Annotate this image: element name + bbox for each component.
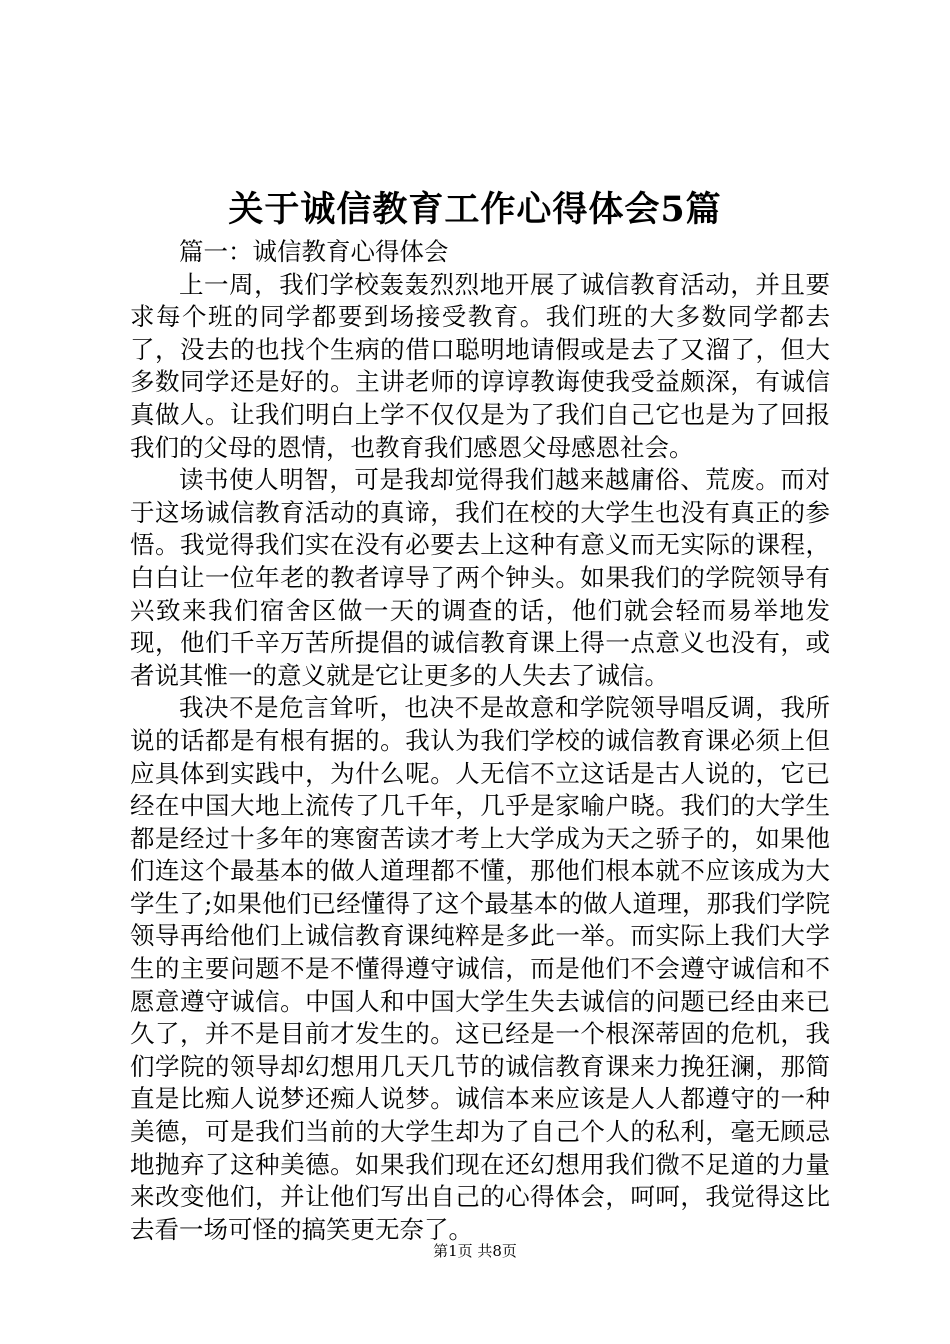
document-title: 关于诚信教育工作心得体会5篇 — [228, 189, 722, 230]
body-paragraph-2: 读书使人明智，可是我却觉得我们越来越庸俗、荒废。而对于这场诚信教育活动的真谛，我们在校的大学生也没有真正的参悟。我觉得我们实在没有必要去上这种有意义而无实际的课程，白白让一位年老的教者谆导了两个钟头。如果我们的学院领导有兴致来我们宿舍区做一天的调查的话，他们就会轻而易举地发现，他们千辛万苦所提倡的诚信教育课上得一点意义也没有，或者说其惟一的意义就是它让更多的人失去了诚信。 — [130, 465, 830, 690]
body-paragraph-3: 我决不是危言耸听，也决不是故意和学院领导唱反调，我所说的话都是有根有据的。我认为我们学校的诚信教育课必须上但应具体到实践中，为什么呢。人无信不立这话是古人说的，它已经在中国大地上流传了几千年，几乎是家喻户晓。我们的大学生都是经过十多年的寒窗苦读才考上大学成为天之骄子的，如果他们连这个最基本的做人道理都不懂，那他们根本就不应该成为大学生了;如果他们已经懂得了这个最基本的做人道理，那我们学院领导再给他们上诚信教育课纯粹是多此一举。而实际上我们大学生的主要问题不是不懂得遵守诚信，而是他们不会遵守诚信和不愿意遵守诚信。中国人和中国大学生失去诚信的问题已经由来已久了，并不是目前才发生的。这已经是一个根深蒂固的危机，我们学院的领导却幻想用几天几节的诚信教育课来力挽狂澜，那简直是比痴人说梦还痴人说梦。诚信本来应该是人人都遵守的一种美德，可是我们当前的大学生却为了自己个人的私利，毫无顾忌地抛弃了这种美德。如果我们现在还幻想用我们微不足道的力量来改变他们，并让他们写出自己的心得体会，呵呵，我觉得这比去看一场可怪的搞笑更无奈了。 — [130, 693, 830, 1244]
section-heading: 篇一：诚信教育心得体会 — [179, 237, 449, 266]
page-number: 第1页 共8页 — [433, 1242, 517, 1260]
page-footer — [0, 1240, 950, 1262]
document-body — [130, 236, 830, 1246]
body-paragraph-1: 上一周，我们学校轰轰烈烈地开展了诚信教育活动，并且要求每个班的同学都要到场接受教育。我们班的大多数同学都去了，没去的也找个生病的借口聪明地请假或是去了又溜了，但大多数同学还是好的。主讲老师的谆谆教诲使我受益颇深，有诚信真做人。让我们明白上学不仅仅是为了我们自己它也是为了回报我们的父母的恩情，也教育我们感恩父母感恩社会。 — [130, 269, 830, 462]
